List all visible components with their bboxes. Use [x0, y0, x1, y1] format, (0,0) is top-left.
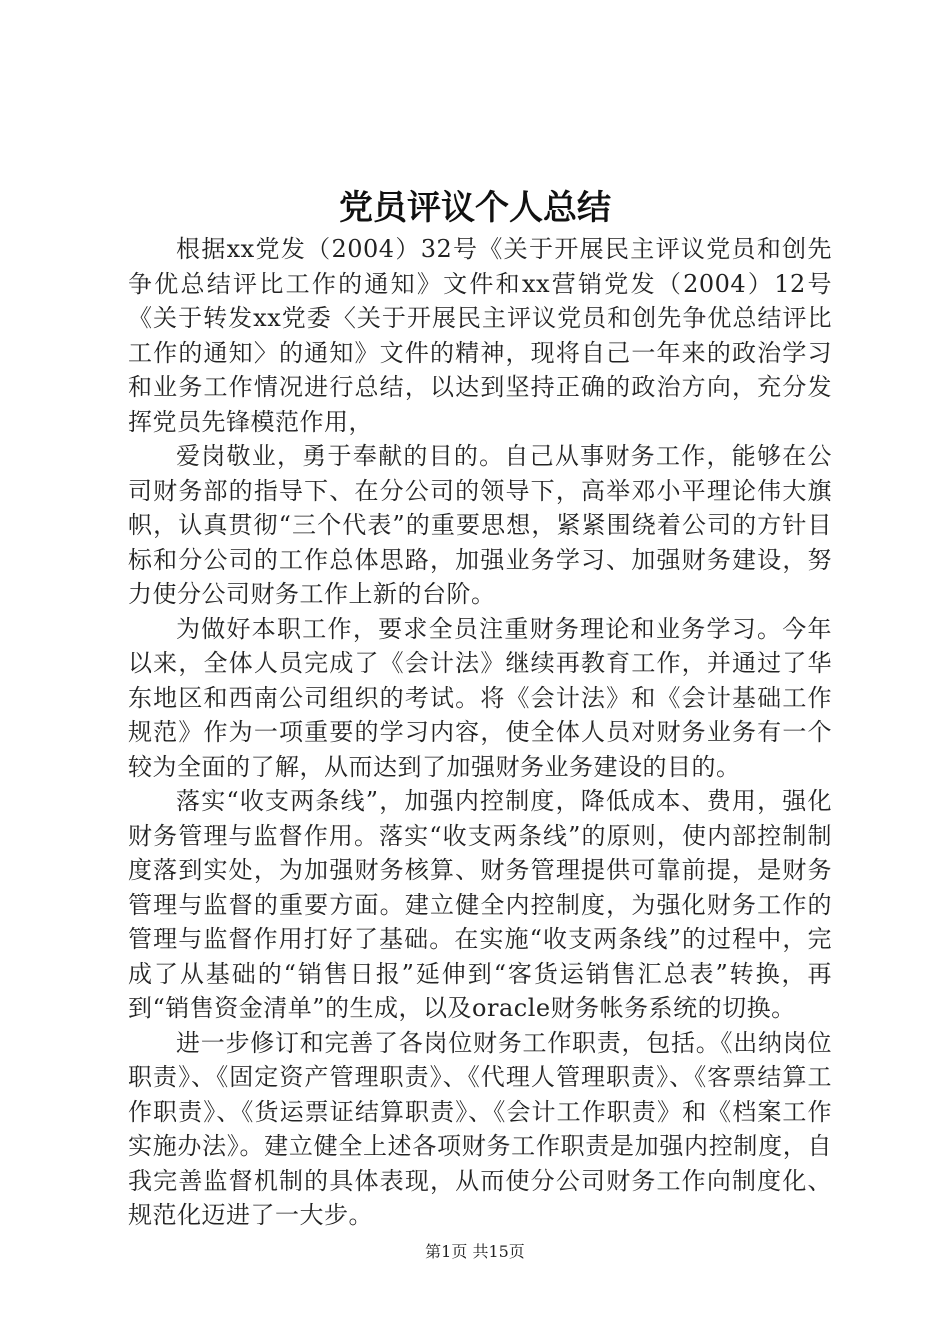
page-number-footer: 第1页 共15页	[425, 1242, 525, 1261]
paragraph-4: 落实“收支两条线”，加强内控制度，降低成本、费用，强化财务管理与监督作用。落实“收支两条线”的原则，使内部控制制度落到实处，为加强财务核算、财务管理提供可靠前提，是财务管理与监督的重要方面。建立健全内控制度，为强化财务工作的管理与监督作用打好了基础。在实施“收支两条线”的过程中，完成了从基础的“销售日报”延伸到“客货运销售汇总表”转换，再到“销售资金清单”的生成，以及oracle财务帐务系统的切换。	[128, 787, 832, 1022]
paragraph-5: 进一步修订和完善了各岗位财务工作职责，包括。《出纳岗位职责》、《固定资产管理职责》、《代理人管理职责》、《客票结算工作职责》、《货运票证结算职责》、《会计工作职责》和《档案工作实施办法》。建立健全上述各项财务工作职责是加强内控制度，自我完善监督机制的具体表现，从而使分公司财务工作向制度化、规范化迈进了一大步。	[128, 1028, 832, 1229]
document-body	[128, 232, 832, 1233]
paragraph-3: 为做好本职工作，要求全员注重财务理论和业务学习。今年以来，全体人员完成了《会计法》继续再教育工作，并通过了华东地区和西南公司组织的考试。将《会计法》和《会计基础工作规范》作为一项重要的学习内容，使全体人员对财务业务有一个较为全面的了解，从而达到了加强财务业务建设的目的。	[128, 614, 832, 781]
paragraph-1: 根据xx党发（2004）32号《关于开展民主评议党员和创先争优总结评比工作的通知》文件和xx营销党发（2004）12号《关于转发xx党委〈关于开展民主评议党员和创先争优总结评比工作的通知〉的通知》文件的精神，现将自己一年来的政治学习和业务工作情况进行总结，以达到坚持正确的政治方向，充分发挥党员先锋模范作用，	[128, 235, 832, 436]
document-title: 党员评议个人总结	[339, 188, 611, 228]
paragraph-2: 爱岗敬业，勇于奉献的目的。自己从事财务工作，能够在公司财务部的指导下、在分公司的领导下，高举邓小平理论伟大旗帜，认真贯彻“三个代表”的重要思想，紧紧围绕着公司的方针目标和分公司的工作总体思路，加强业务学习、加强财务建设，努力使分公司财务工作上新的台阶。	[128, 442, 832, 608]
